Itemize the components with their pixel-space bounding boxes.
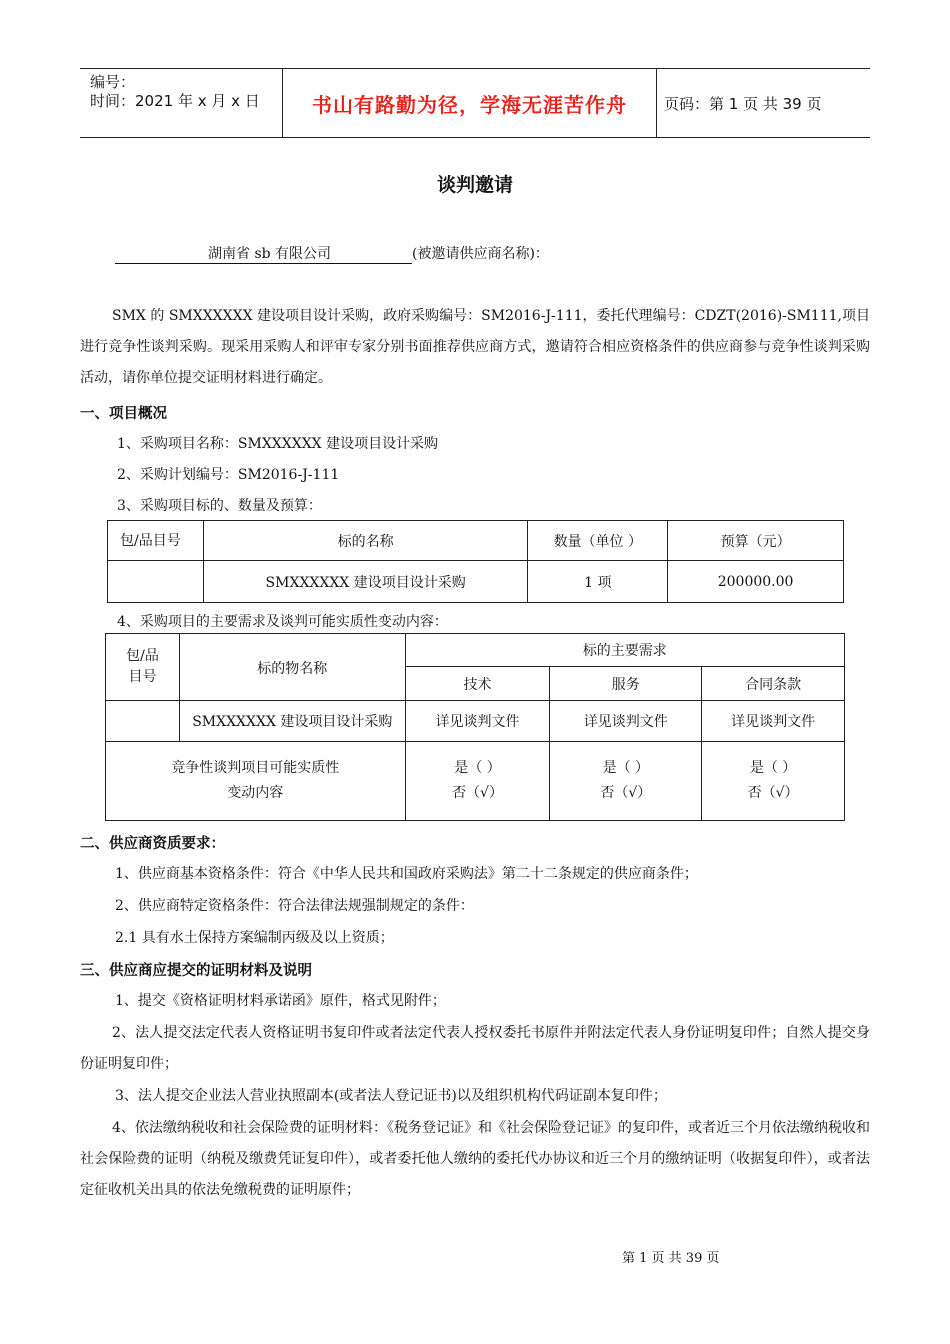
section3-item2: 2、法人提交法定代表人资格证明书复印件或者法定代表人授权委托书原件并附法定代表人身份证明复印件；自然人提交身份证明复印件；	[80, 1025, 870, 1072]
req-cell-package	[106, 701, 180, 742]
req-change-service-yes: 是（ ）	[602, 760, 650, 776]
req-header-group: 标的主要需求	[405, 634, 844, 667]
table-row	[106, 742, 845, 821]
section3-item1: 1、提交《资格证明材料承诺函》原件，格式见附件；	[115, 993, 446, 1009]
page-footer: 第 1 页 共 39 页	[622, 1251, 720, 1266]
requirements-header-row-1	[106, 634, 845, 667]
budget-cell-package	[108, 561, 204, 603]
budget-table	[107, 520, 844, 603]
req-change-label	[106, 742, 406, 821]
section1-item3: 3、采购项目标的、数量及预算：	[117, 498, 322, 514]
section1-item1: 1、采购项目名称：SMXXXXXX 建设项目设计采购	[117, 436, 439, 452]
req-change-contract-yes: 是（ ）	[749, 760, 797, 776]
requirements-table	[105, 633, 845, 821]
section3-item3: 3、法人提交企业法人营业执照副本(或者法人登记证书)以及组织机构代码证副本复印件；	[115, 1088, 667, 1104]
req-cell-item-name: SMXXXXXX 建设项目设计采购	[179, 701, 405, 742]
req-header-service: 服务	[550, 667, 702, 701]
header-page-label: 页码：第 1 页 共 39 页	[664, 94, 822, 113]
req-change-service	[550, 742, 702, 821]
req-change-tech-no: 否（√）	[452, 785, 503, 801]
header-time-label: 时间：2021 年 x 月 x 日	[90, 92, 260, 110]
req-change-contract	[702, 742, 845, 821]
req-header-contract: 合同条款	[702, 667, 845, 701]
header-motto: 书山有路勤为径，学海无涯苦作舟	[312, 92, 627, 117]
req-header-item-name: 标的物名称	[179, 634, 405, 701]
header-number-label: 编号：	[90, 73, 136, 91]
page-header	[80, 68, 870, 138]
document-title: 谈判邀请	[436, 174, 513, 196]
req-header-package: 包/品目号	[106, 634, 180, 701]
req-change-label-line2: 变动内容	[227, 785, 284, 801]
header-motto-cell	[282, 69, 657, 137]
req-header-tech: 技术	[405, 667, 550, 701]
section2-heading: 二、供应商资质要求：	[80, 836, 225, 852]
section3-heading: 三、供应商应提交的证明材料及说明	[80, 963, 312, 979]
table-row	[106, 701, 845, 742]
section3-item4: 4、依法缴纳税收和社会保险费的证明材料：《税务登记证》和《社会保险登记证》的复印件，或者近三个月依法缴纳税收和社会保险费的证明（纳税及缴费凭证复印件），或者委托他人缴纳的委托代办协议和近三个月的缴纳证明（收据复印件），或者法定征收机关出具的依法免缴税费的证明原件；	[80, 1120, 870, 1198]
budget-cell-budget: 200000.00	[668, 561, 844, 603]
section2-item3: 2.1 具有水土保持方案编制丙级及以上资质；	[115, 930, 394, 946]
budget-header-budget: 预算（元）	[668, 521, 844, 561]
req-cell-tech: 详见谈判文件	[405, 701, 550, 742]
req-change-tech	[405, 742, 550, 821]
req-cell-contract: 详见谈判文件	[702, 701, 845, 742]
budget-cell-name: SMXXXXXX 建设项目设计采购	[203, 561, 528, 603]
budget-cell-quantity: 1 项	[528, 561, 668, 603]
header-meta	[90, 73, 280, 111]
req-cell-service: 详见谈判文件	[550, 701, 702, 742]
section1-item2: 2、采购计划编号：SM2016-J-111	[117, 467, 340, 483]
req-change-label-line1: 竞争性谈判项目可能实质性	[171, 760, 340, 776]
req-change-tech-yes: 是（ ）	[454, 760, 501, 776]
req-change-service-no: 否（√）	[600, 785, 652, 801]
budget-header-package: 包/品目号	[108, 521, 204, 561]
budget-header-name: 标的名称	[203, 521, 528, 561]
req-change-contract-no: 否（√）	[747, 785, 799, 801]
section1-item4: 4、采购项目的主要需求及谈判可能实质性变动内容：	[117, 614, 448, 630]
addressee-suffix: (被邀请供应商名称)：	[412, 246, 549, 262]
addressee-line	[115, 243, 549, 264]
section2-item1: 1、供应商基本资格条件：符合《中华人民共和国政府采购法》第二十二条规定的供应商条件；	[115, 866, 698, 882]
budget-table-header-row	[108, 521, 844, 561]
section1-heading: 一、项目概况	[80, 406, 167, 422]
section2-item2: 2、供应商特定资格条件：符合法律法规强制规定的条件：	[115, 898, 474, 914]
addressee-name: 湖南省 sb 有限公司	[115, 246, 412, 264]
table-row	[108, 561, 844, 603]
intro-paragraph: SMX 的 SMXXXXXX 建设项目设计采购，政府采购编号：SM2016-J-111，委托代理编号：CDZT(2016)-SM111,项目进行竞争性谈判采购。现采用采购人和评审专家分别书面推荐供应商方式，邀请符合相应资格条件的供应商参与竞争性谈判采购活动，请你单位提交证明材料进行确定。	[80, 308, 870, 386]
budget-header-quantity: 数量（单位 ）	[528, 521, 668, 561]
